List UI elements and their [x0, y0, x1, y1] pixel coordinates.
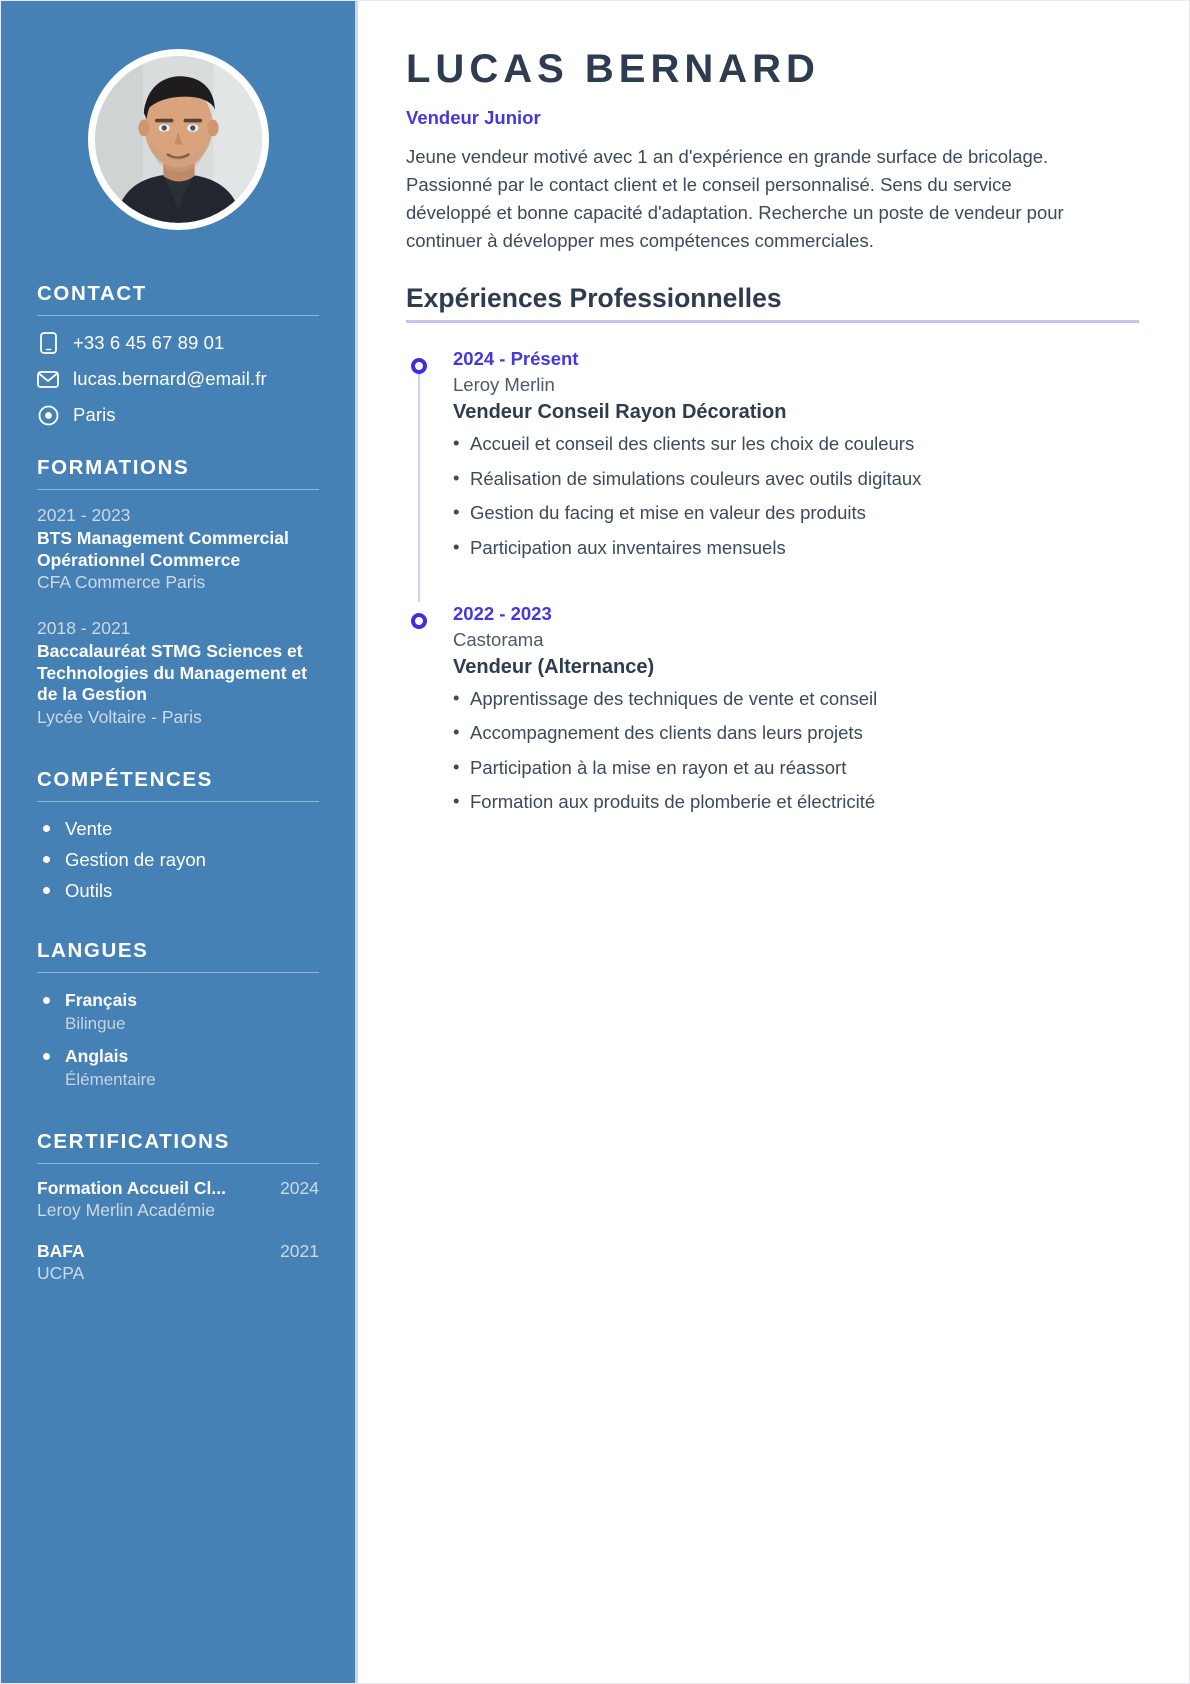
- certification-name: Formation Accueil Cl...: [37, 1178, 226, 1198]
- timeline-marker-icon: [411, 358, 427, 374]
- list-item: • Réalisation de simulations couleurs avec outils digitaux: [453, 464, 1139, 494]
- experience-company: Leroy Merlin: [453, 374, 555, 396]
- timeline-marker-icon: [411, 613, 427, 629]
- languages-heading: LANGUES: [37, 938, 149, 962]
- education-degree: BTS Management Commercial Opérationnel Commerce: [37, 527, 289, 570]
- certification-org: UCPA: [37, 1262, 85, 1283]
- bullet-icon: [43, 856, 50, 863]
- education-date: 2018 - 2021: [37, 618, 131, 638]
- skill-label: Gestion de rayon: [65, 848, 206, 870]
- certification-year: 2024: [280, 1178, 319, 1198]
- certification-item: [37, 1178, 319, 1223]
- list-item: [37, 880, 319, 902]
- certifications-heading: CERTIFICATIONS: [37, 1130, 230, 1153]
- list-item: • Participation aux inventaires mensuels: [453, 533, 1139, 563]
- location-icon: [37, 404, 59, 426]
- mail-icon: [37, 368, 59, 390]
- contact-location[interactable]: [37, 404, 319, 426]
- skills-heading: COMPÉTENCES: [37, 767, 213, 791]
- education-degree: Baccalauréat STMG Sciences et Technologies du Management et de la Gestion: [37, 640, 307, 705]
- languages-section: [37, 923, 319, 1108]
- languages-list: [37, 987, 319, 1108]
- timeline-line: [418, 359, 420, 601]
- sidebar: [1, 1, 358, 1683]
- list-item: [37, 849, 319, 871]
- bullet-icon: [43, 825, 50, 832]
- experience-title: Vendeur (Alternance): [453, 655, 655, 678]
- experience-date: 2024 - Présent: [453, 348, 579, 370]
- list-item: • Accueil et conseil des clients sur les choix de couleurs: [453, 429, 1139, 459]
- education-item: [37, 504, 319, 595]
- avatar-container: [37, 1, 319, 266]
- language-name: Français: [65, 989, 137, 1010]
- main-content: [358, 1, 1189, 1683]
- list-item: [37, 989, 319, 1036]
- formations-heading: FORMATIONS: [37, 456, 190, 479]
- certification-row: [37, 1241, 319, 1262]
- languages-divider: [37, 972, 319, 973]
- profile-photo-illustration: [95, 56, 262, 223]
- contact-phone-value: +33 6 45 67 89 01: [73, 332, 225, 353]
- skills-list: [37, 816, 319, 917]
- formations-section: [37, 440, 319, 730]
- bullet-icon: [43, 1053, 50, 1060]
- skill-label: Outils: [65, 879, 113, 901]
- contact-heading: CONTACT: [37, 282, 147, 305]
- certification-year: 2021: [280, 1240, 319, 1261]
- phone-icon: [37, 332, 59, 354]
- experience-divider: [406, 320, 1139, 323]
- contact-email-value: lucas.bernard@email.fr: [73, 368, 267, 389]
- formations-divider: [37, 489, 319, 490]
- certification-org: Leroy Merlin Académie: [37, 1200, 215, 1220]
- list-item: [37, 1045, 319, 1092]
- experience-company: Castorama: [453, 628, 544, 650]
- education-school: Lycée Voltaire - Paris: [37, 707, 202, 728]
- certification-item: [37, 1241, 319, 1286]
- job-role-subtitle: Vendeur Junior: [406, 107, 541, 128]
- certification-row: [37, 1178, 319, 1199]
- certifications-section: [37, 1114, 319, 1285]
- certifications-divider: [37, 1163, 319, 1164]
- language-name: Anglais: [65, 1046, 129, 1067]
- experience-item: [406, 347, 1139, 601]
- page-title: LUCAS BERNARD: [406, 47, 820, 91]
- avatar: [88, 49, 269, 230]
- list-item: • Formation aux produits de plomberie et électricité: [453, 787, 1139, 817]
- list-item: • Accompagnement des clients dans leurs projets: [453, 718, 1139, 748]
- experience-bullets: [453, 429, 1139, 562]
- profile-summary: Jeune vendeur motivé avec 1 an d'expérience en grande surface de bricolage. Passionné par le contact client et le conseil personnalisé. Sens du service développé et bonne capacité d'adaptation. Recherche un poste de vendeur pour continuer à développer mes compétences commerciales.: [406, 146, 1064, 252]
- contact-phone[interactable]: [37, 332, 319, 354]
- contact-email[interactable]: [37, 368, 319, 390]
- education-school: CFA Commerce Paris: [37, 572, 206, 593]
- experience-item: [406, 602, 1139, 817]
- skills-divider: [37, 801, 319, 802]
- experience-title: Vendeur Conseil Rayon Décoration: [453, 401, 787, 424]
- bullet-icon: [43, 887, 50, 894]
- list-item: • Participation à la mise en rayon et au réassort: [453, 753, 1139, 783]
- language-level: Bilingue: [65, 1013, 126, 1033]
- contact-divider: [37, 315, 319, 316]
- education-date: 2021 - 2023: [37, 505, 131, 525]
- experience-bullets: [453, 684, 1139, 817]
- certification-name: BAFA: [37, 1240, 85, 1261]
- bullet-icon: [43, 997, 50, 1004]
- experience-date: 2022 - 2023: [453, 602, 552, 624]
- experience-heading: Expériences Professionnelles: [406, 283, 782, 314]
- experience-timeline: [406, 347, 1139, 816]
- contact-location-value: Paris: [73, 404, 116, 425]
- list-item: [37, 818, 319, 840]
- language-level: Élémentaire: [65, 1070, 156, 1090]
- contact-list: [37, 330, 319, 426]
- skill-label: Vente: [65, 817, 113, 839]
- skills-section: [37, 752, 319, 917]
- contact-section: [37, 266, 319, 426]
- education-item: [37, 617, 319, 730]
- list-item: • Gestion du facing et mise en valeur des produits: [453, 498, 1139, 528]
- list-item: • Apprentissage des techniques de vente et conseil: [453, 684, 1139, 714]
